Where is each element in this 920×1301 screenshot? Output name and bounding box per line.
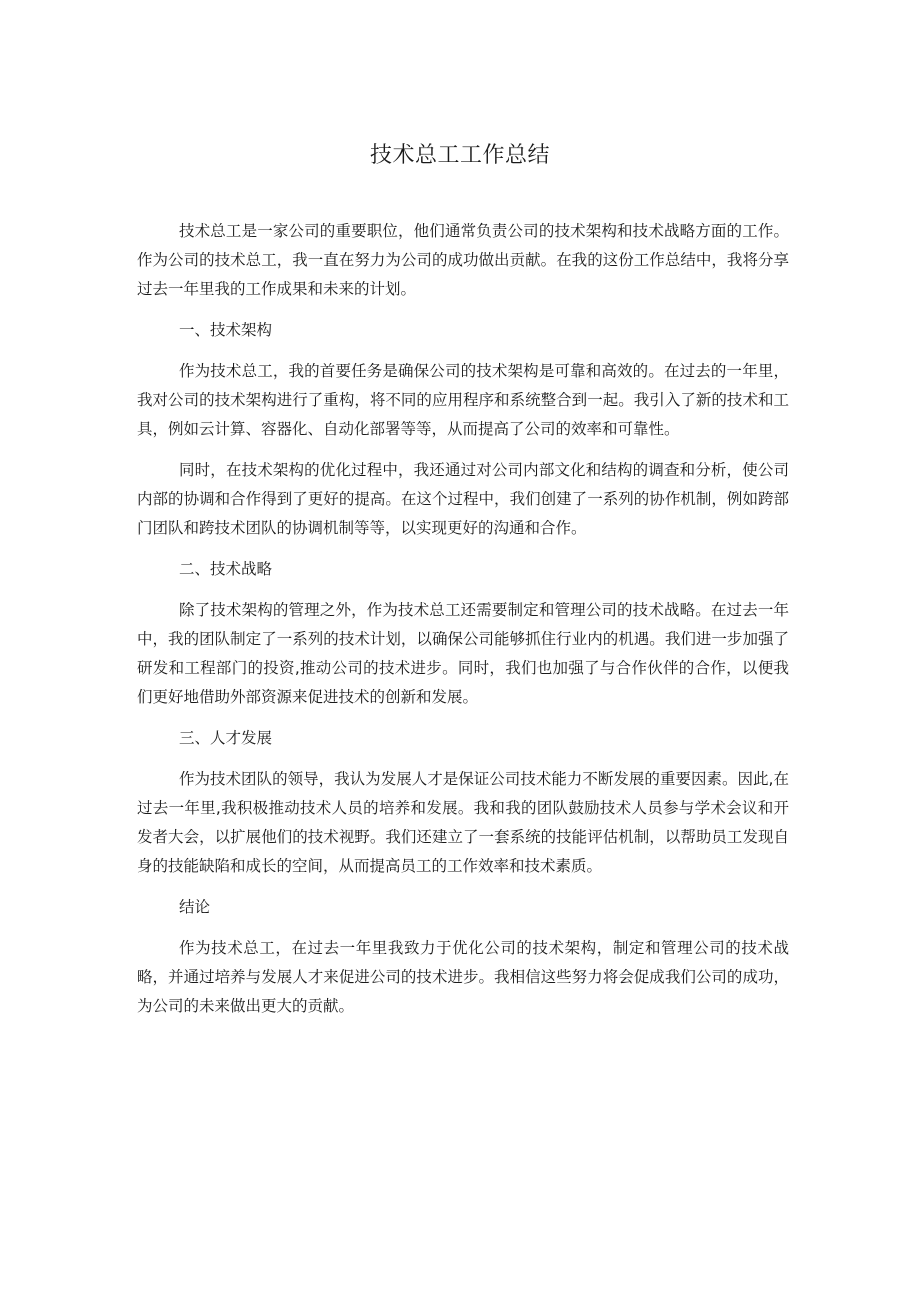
talent-paragraph: 作为技术团队的领导，我认为发展人才是保证公司技术能力不断发展的重要因素。因此,在过去一年里,我积极推动技术人员的培养和发展。我和我的团队鼓励技术人员参与学术会议和开发者大会，以扩展他们的技术视野。我们还建立了一套系统的技能评估机制，以帮助员工发现自身的技能缺陷和成长的空间，从而提高员工的工作效率和技术素质。	[137, 770, 789, 875]
conclusion-paragraph: 作为技术总工，在过去一年里我致力于优化公司的技术架构，制定和管理公司的技术战略，并通过培养与发展人才来促进公司的技术进步。我相信这些努力将会促成我们公司的成功，为公司的未来做出更大的贡献。	[137, 939, 789, 1015]
architecture-paragraph-2: 同时，在技术架构的优化过程中，我还通过对公司内部文化和结构的调查和分析，使公司内部的协调和合作得到了更好的提高。在这个过程中，我们创建了一系列的协作机制，例如跨部门团队和跨技术团队的协调机制等等，以实现更好的沟通和合作。	[137, 461, 789, 537]
section-heading-architecture: 一、技术架构	[179, 321, 273, 339]
architecture-paragraph-1: 作为技术总工，我的首要任务是确保公司的技术架构是可靠和高效的。在过去的一年里，我对公司的技术架构进行了重构，将不同的应用程序和系统整合到一起。我引入了新的技术和工具，例如云计算、容器化、自动化部署等等，从而提高了公司的效率和可靠性。	[137, 362, 789, 438]
section-heading-talent: 三、人才发展	[179, 729, 273, 747]
intro-paragraph: 技术总工是一家公司的重要职位，他们通常负责公司的技术架构和技术战略方面的工作。作为公司的技术总工，我一直在努力为公司的成功做出贡献。在我的这份工作总结中，我将分享过去一年里我的工作成果和未来的计划。	[137, 222, 789, 298]
strategy-paragraph: 除了技术架构的管理之外，作为技术总工还需要制定和管理公司的技术战略。在过去一年中，我的团队制定了一系列的技术计划，以确保公司能够抓住行业内的机遇。我们进一步加强了研发和工程部门的投资,推动公司的技术进步。同时，我们也加强了与合作伙伴的合作，以便我们更好地借助外部资源来促进技术的创新和发展。	[137, 601, 789, 706]
document-body	[137, 217, 789, 1033]
section-heading-conclusion: 结论	[179, 898, 211, 916]
section-heading-strategy: 二、技术战略	[179, 560, 273, 578]
document-title: 技术总工工作总结	[369, 143, 550, 168]
